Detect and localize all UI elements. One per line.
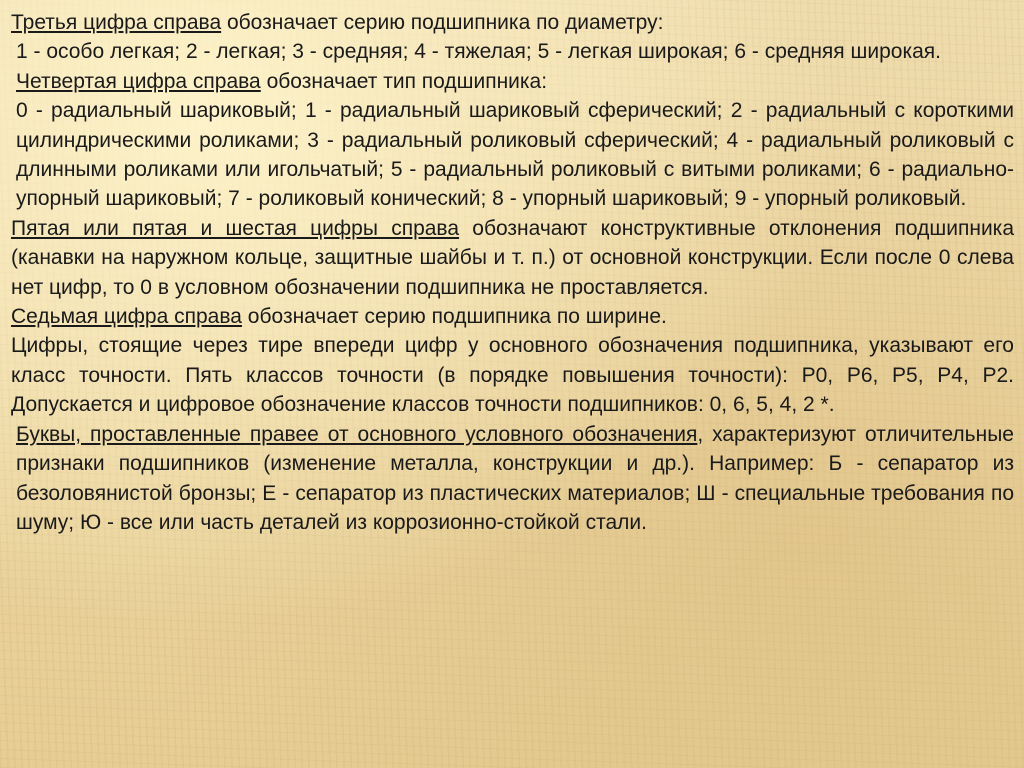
text-third-digit: обозначает серию подшипника по диаметру: bbox=[221, 11, 664, 34]
slide-text bbox=[11, 8, 1014, 537]
text-fifth-sixth-digit: обозначают конструктивные отклонения подшипника (канавки на наружном кольце, защитные шайбы и т. п.) от основной конструкции. Если после 0 слева нет цифр, то 0 в условном обозначении подшипника не проставляется. bbox=[11, 216, 1015, 299]
paragraph-bearing-types bbox=[11, 96, 1014, 214]
text-diameter-series: 1 - особо легкая; 2 - легкая; 3 - средняя; 4 - тяжелая; 5 - легкая широкая; 6 - средняя широкая. bbox=[16, 40, 941, 64]
paragraph-fourth-digit bbox=[11, 67, 1014, 96]
heading-letters: Буквы, проставленные правее от основного условного обозначения bbox=[16, 422, 698, 446]
heading-third-digit: Третья цифра справа bbox=[11, 11, 222, 34]
paragraph-letters bbox=[11, 420, 1014, 538]
text-letters: , характеризуют отличительные признаки подшипников (изменение металла, конструкции и др.). Например: Б - сепаратор из безоловянистой бронзы; Е - сепаратор из пластических материалов; Ш - специальные требования по шуму; Ю - все или часть деталей из коррозионно-стойкой стали. bbox=[16, 422, 1014, 534]
paragraph-accuracy-class bbox=[11, 331, 1014, 419]
text-accuracy-class: Цифры, стоящие через тире впереди цифр у основного обозначения подшипника, указывают его класс точности. Пять классов точности (в порядке повышения точности): Р0, Р6, Р5, Р4, Р2. Допускается и цифровое обозначение классов точности подшипников: 0, 6, 5, 4, 2 *. bbox=[11, 334, 1014, 417]
paragraph-fifth-sixth-digit bbox=[11, 214, 1014, 302]
paragraph-third-digit bbox=[11, 8, 1014, 37]
heading-seventh-digit: Седьмая цифра справа bbox=[11, 305, 242, 329]
text-fourth-digit: обозначает тип подшипника: bbox=[260, 69, 548, 93]
paragraph-seventh-digit bbox=[11, 302, 1014, 331]
text-seventh-digit: обозначает серию подшипника по ширине. bbox=[241, 305, 667, 329]
heading-fifth-sixth-digit: Пятая или пятая и шестая цифры справа bbox=[11, 216, 460, 240]
paragraph-diameter-series bbox=[11, 37, 1014, 66]
text-bearing-types: 0 - радиальный шариковый; 1 - радиальный шариковый сферический; 2 - радиальный с короткими цилиндрическими роликами; 3 - радиальный роликовый сферический; 4 - радиальный роликовый с длинными роликами или игольчатый; 5 - радиальный роликовый с витыми роликами; 6 - радиально-упорный шариковый; 7 - роликовый конический; 8 - упорный шариковый; 9 - упорный роликовый. bbox=[16, 99, 1014, 211]
heading-fourth-digit: Четвертая цифра справа bbox=[16, 69, 261, 93]
